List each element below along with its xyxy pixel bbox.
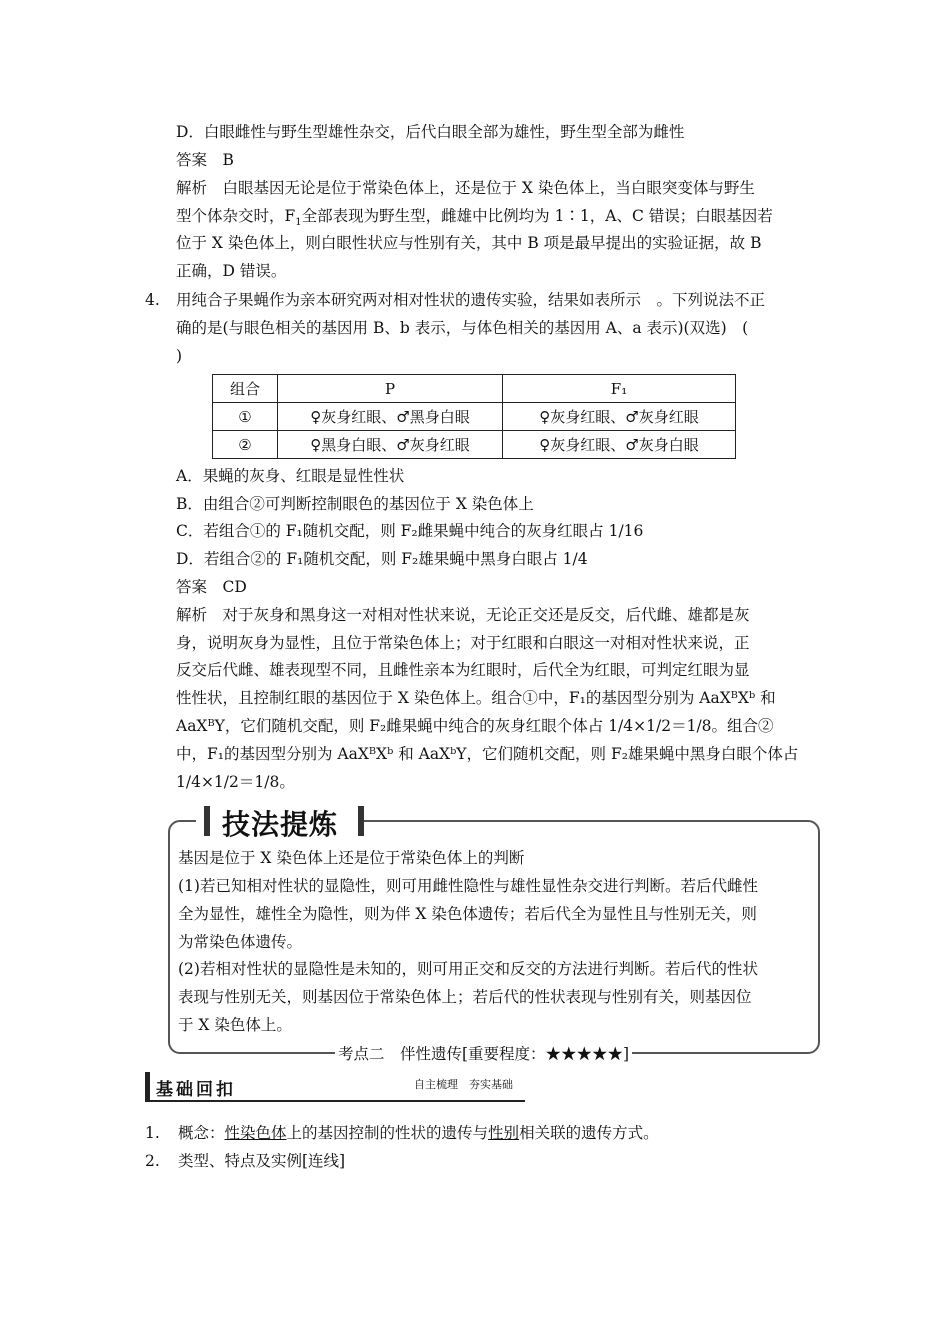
q4-option-a: A．果蝇的灰身、红眼是显性性状 (176, 467, 405, 485)
item-1-text-c: 上的基因控制的性状的遗传与 (286, 1124, 489, 1142)
tips-line-6: 表现与性别无关，则基因位于常染色体上；若后代的性状表现与性别有关，则基因位 (178, 988, 752, 1006)
table-row (213, 431, 736, 459)
q3-analysis-line-2 (176, 206, 773, 233)
table-cell: ① (213, 403, 278, 431)
q4-option-d: D．若组合②的 F₁随机交配，则 F₂雄果蝇中黑身白眼占 1/4 (176, 550, 588, 568)
q3-analysis-line-2b: 全部表现为野生型，雌雄中比例均为 1∶1，A、C 错误；白眼基因若 (301, 207, 773, 225)
section-bar (145, 1072, 150, 1100)
table-header-row (213, 375, 736, 403)
section-heading: 考点二 伴性遗传[重要程度：★★★★★] (335, 1042, 632, 1064)
q4-table (212, 374, 736, 459)
q4-analysis-line-2: 身，说明灰身为显性，且位于常染色体上；对于红眼和白眼这一对相对性状来说，正 (176, 634, 750, 652)
item-2-number: 2. (145, 1152, 160, 1170)
tips-line-7: 于 X 染色体上。 (178, 1016, 292, 1034)
table-cell: ♀黑身白眼、♂灰身红眼 (278, 431, 503, 459)
item-1-number: 1. (145, 1124, 160, 1142)
q4-option-c: C．若组合①的 F₁随机交配，则 F₂雌果蝇中纯合的灰身红眼占 1/16 (176, 522, 644, 540)
q4-answer: 答案 CD (176, 578, 247, 596)
q4-analysis-line-5: AaXᴮY，它们随机交配，则 F₂雌果蝇中纯合的灰身红眼个体占 1/4×1/2＝1/8。组合② (176, 717, 774, 735)
item-1-blank-1: 性染色体 (224, 1124, 287, 1142)
tips-line-2: (1)若已知相对性状的显隐性，则可用雌性隐性与雄性显性杂交进行判断。若后代雌性 (178, 877, 758, 895)
q3-analysis-line-3: 位于 X 染色体上，则白眼性状应与性别有关，其中 B 项是最早提出的实验证据，故 B (176, 234, 762, 252)
item-1-blank-2: 性别 (488, 1124, 520, 1142)
q4-analysis-line-4: 性性状，且控制红眼的基因位于 X 染色体上。组合①中，F₁的基因型分别为 AaXᴮXᵇ 和 (176, 689, 776, 707)
table-header-cell: 组合 (213, 375, 278, 403)
tips-title: 技法提炼 (222, 808, 339, 841)
q4-analysis-line-1: 解析 对于灰身和黑身这一对相对性状来说，无论正交还是反交，后代雌、雄都是灰 (176, 606, 750, 624)
item-2: 类型、特点及实例[连线] (178, 1152, 346, 1170)
section-subtitle: 自主梳理 夯实基础 (414, 1078, 513, 1091)
q3-analysis-line-4: 正确，D 错误。 (176, 262, 287, 280)
q4-stem-line-3: ) (176, 347, 183, 365)
table-cell: ♀灰身红眼、♂灰身红眼 (503, 403, 736, 431)
table-header-cell: F₁ (503, 375, 736, 403)
section-title: 基础回扣 (156, 1080, 236, 1100)
tips-title-bar-left (204, 806, 210, 836)
q4-number: 4. (145, 291, 160, 309)
item-1 (178, 1123, 659, 1143)
q3-option-d: D．白眼雌性与野生型雄性杂交，后代白眼全部为雄性，野生型全部为雌性 (176, 123, 685, 141)
tips-title-bar-right (358, 806, 364, 836)
q4-stem-line-1: 用纯合子果蝇作为亲本研究两对相对性状的遗传实验，结果如表所示 。下列说法不正 (176, 291, 766, 309)
q4-option-b: B．由组合②可判断控制眼色的基因位于 X 染色体上 (176, 495, 534, 513)
table-cell: ♀灰身红眼、♂黑身白眼 (278, 403, 503, 431)
q4-analysis-line-6: 中，F₁的基因型分别为 AaXᴮXᵇ 和 AaXᵇY，它们随机交配，则 F₂雄果蝇中黑身白眼个体占 (176, 745, 799, 763)
q4-analysis-line-3: 反交后代雌、雄表现型不同，且雌性亲本为红眼时，后代全为红眼，可判定红眼为显 (176, 661, 750, 679)
table-cell: ② (213, 431, 278, 459)
subscript: 1 (295, 217, 302, 229)
q3-analysis-line-1: 解析 白眼基因无论是位于常染色体上，还是位于 X 染色体上，当白眼突变体与野生 (176, 179, 755, 197)
tips-line-3: 全为显性，雄性全为隐性，则为伴 X 染色体遗传；若后代全为显性且与性别无关，则 (178, 905, 757, 923)
q4-analysis-line-7: 1/4×1/2＝1/8。 (176, 773, 295, 791)
q4-stem-line-2: 确的是(与眼色相关的基因用 B、b 表示，与体色相关的基因用 A、a 表示)(双选) ( (176, 319, 749, 337)
item-1-text-a: 概念： (178, 1124, 225, 1142)
table-header-cell: P (278, 375, 503, 403)
table-row (213, 403, 736, 431)
tips-line-5: (2)若相对性状的显隐性是未知的，则可用正交和反交的方法进行判断。若后代的性状 (178, 960, 758, 978)
item-1-text-e: 相关联的遗传方式。 (519, 1124, 659, 1142)
tips-line-1: 基因是位于 X 染色体上还是位于常染色体上的判断 (178, 849, 525, 867)
section-underline (145, 1100, 525, 1102)
table-cell: ♀灰身红眼、♂灰身白眼 (503, 431, 736, 459)
q3-answer: 答案 B (176, 151, 234, 169)
q3-analysis-line-2a: 型个体杂交时，F (176, 207, 296, 225)
tips-line-4: 为常染色体遗传。 (178, 933, 303, 951)
